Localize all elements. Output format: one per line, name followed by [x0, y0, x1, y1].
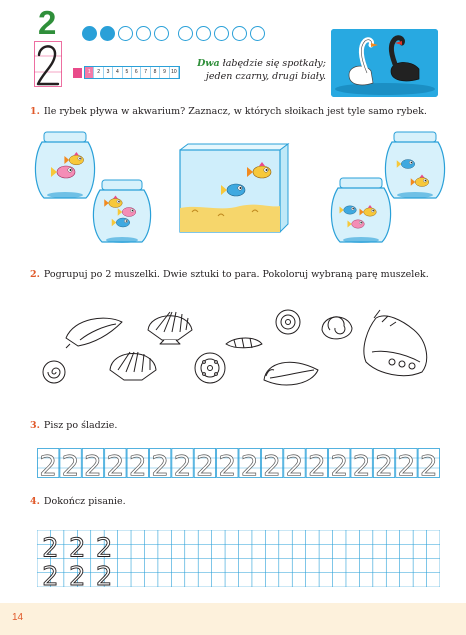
- shell-round-1[interactable]: [195, 353, 225, 383]
- page-number: 14: [12, 612, 24, 623]
- counting-dot: [178, 26, 193, 41]
- trace-cell[interactable]: [171, 449, 193, 479]
- counting-dot: [250, 26, 265, 41]
- write-glyph: 2: [69, 562, 86, 587]
- write-glyph: 2: [69, 533, 86, 564]
- trace-cell[interactable]: [395, 449, 417, 479]
- task-number: 3.: [30, 420, 40, 431]
- aquarium: [180, 144, 288, 232]
- task-4: [30, 496, 126, 508]
- ruler-number: 2: [94, 67, 103, 78]
- ruler-number: 9: [160, 67, 169, 78]
- jar-2[interactable]: [93, 180, 150, 243]
- trace-glyph: 2: [240, 449, 259, 478]
- trace-glyph: 2: [151, 449, 170, 478]
- write-glyph: 2: [95, 562, 113, 587]
- trace-glyph: 2: [218, 449, 237, 478]
- trace-row[interactable]: [37, 448, 440, 478]
- shell-round-2[interactable]: [276, 310, 300, 334]
- trace-cell[interactable]: [239, 449, 261, 479]
- shell-spiral-1[interactable]: [43, 361, 65, 383]
- task-text: Pisz po śladzie.: [43, 420, 118, 431]
- trace-glyph: 2: [285, 449, 304, 478]
- jar-3[interactable]: [331, 178, 390, 243]
- shell-long-spiral[interactable]: [226, 338, 262, 348]
- ruler-number: 3: [104, 67, 113, 78]
- trace-cell[interactable]: [149, 449, 171, 479]
- task-text: Pogrupuj po 2 muszelki. Dwie sztuki to para. Pokoloruj wybraną parę muszelek.: [43, 269, 429, 280]
- number-ruler: [84, 66, 180, 79]
- ruler-number: 5: [123, 67, 132, 78]
- trace-cell[interactable]: [104, 449, 126, 479]
- counting-dots: [82, 26, 265, 41]
- ruler-number: 8: [151, 67, 160, 78]
- trace-glyph: 2: [61, 449, 80, 478]
- write-glyph: 2: [42, 562, 59, 587]
- task-text: Ile rybek pływa w akwarium? Zaznacz, w których słoikach jest tyle samo rybek.: [43, 106, 427, 117]
- shell-scallop-1[interactable]: [148, 312, 192, 344]
- counting-dot: [196, 26, 211, 41]
- ruler-start-marker: [73, 68, 82, 78]
- trace-cell[interactable]: [328, 449, 350, 479]
- ruler-number: 6: [132, 67, 141, 78]
- task-3: [30, 420, 117, 432]
- task-1: [30, 106, 427, 118]
- task-number: 4.: [30, 496, 40, 507]
- trace-cell[interactable]: [306, 449, 328, 479]
- trace-glyph: 2: [173, 449, 192, 478]
- trace-cell[interactable]: [216, 449, 238, 479]
- trace-cell[interactable]: [82, 449, 104, 479]
- counting-dot: [214, 26, 229, 41]
- counting-dot: [82, 26, 97, 41]
- shell-scallop-2[interactable]: [110, 352, 156, 380]
- trace-cell[interactable]: [194, 449, 216, 479]
- counting-dot: [118, 26, 133, 41]
- trace-glyph: 2: [307, 449, 326, 478]
- shell-conch-2[interactable]: [364, 310, 427, 376]
- counting-dot: [154, 26, 169, 41]
- poem-line2: jeden czarny, drugi biały.: [205, 71, 326, 82]
- trace-cell[interactable]: [261, 449, 283, 479]
- counting-dot: [100, 26, 115, 41]
- trace-cell[interactable]: [350, 449, 372, 479]
- task-2: [30, 269, 429, 281]
- counting-dot: [136, 26, 151, 41]
- shells-scene: [30, 300, 450, 400]
- poem: [186, 57, 326, 83]
- trace-cell[interactable]: [59, 449, 81, 479]
- trace-glyph: 2: [263, 449, 281, 478]
- trace-glyph: 2: [419, 449, 438, 478]
- trace-glyph: 2: [397, 449, 416, 478]
- jar-1[interactable]: [35, 132, 94, 198]
- write-glyph: 2: [95, 533, 113, 564]
- jar-4[interactable]: [385, 132, 444, 198]
- ruler-number: 4: [113, 67, 122, 78]
- footer-band: [0, 603, 466, 635]
- trace-cell[interactable]: [127, 449, 149, 479]
- fish-scene: [30, 128, 450, 250]
- trace-glyph: 2: [330, 449, 349, 478]
- trace-glyph: 2: [39, 449, 58, 478]
- trace-cell[interactable]: [373, 449, 395, 479]
- ruler-number: 10: [170, 67, 179, 78]
- swan-illustration: [331, 29, 438, 97]
- task-number: 2.: [30, 269, 40, 280]
- trace-glyph: 2: [128, 449, 147, 478]
- shell-conch-1[interactable]: [66, 318, 122, 348]
- shell-snail[interactable]: [322, 317, 352, 339]
- shell-cone[interactable]: [264, 362, 318, 385]
- digit-writing-box: [34, 41, 62, 87]
- trace-glyph: 2: [106, 449, 125, 478]
- big-digit: 2: [38, 4, 57, 41]
- trace-cell[interactable]: [37, 449, 59, 479]
- trace-cell[interactable]: [418, 449, 440, 479]
- poem-line1: łabędzie się spotkały;: [219, 58, 326, 69]
- trace-glyph: 2: [375, 449, 393, 478]
- task-text: Dokończ pisanie.: [43, 496, 126, 507]
- trace-glyph: 2: [84, 449, 102, 478]
- poem-accent: Dwa: [197, 58, 220, 69]
- writing-grid[interactable]: [37, 530, 440, 587]
- task-number: 1.: [30, 106, 40, 117]
- ruler-number: 1: [85, 67, 94, 78]
- counting-dot: [232, 26, 247, 41]
- trace-glyph: 2: [352, 449, 371, 478]
- trace-cell[interactable]: [283, 449, 305, 479]
- ruler-number: 7: [141, 67, 150, 78]
- trace-glyph: 2: [196, 449, 214, 478]
- write-glyph: 2: [42, 533, 59, 564]
